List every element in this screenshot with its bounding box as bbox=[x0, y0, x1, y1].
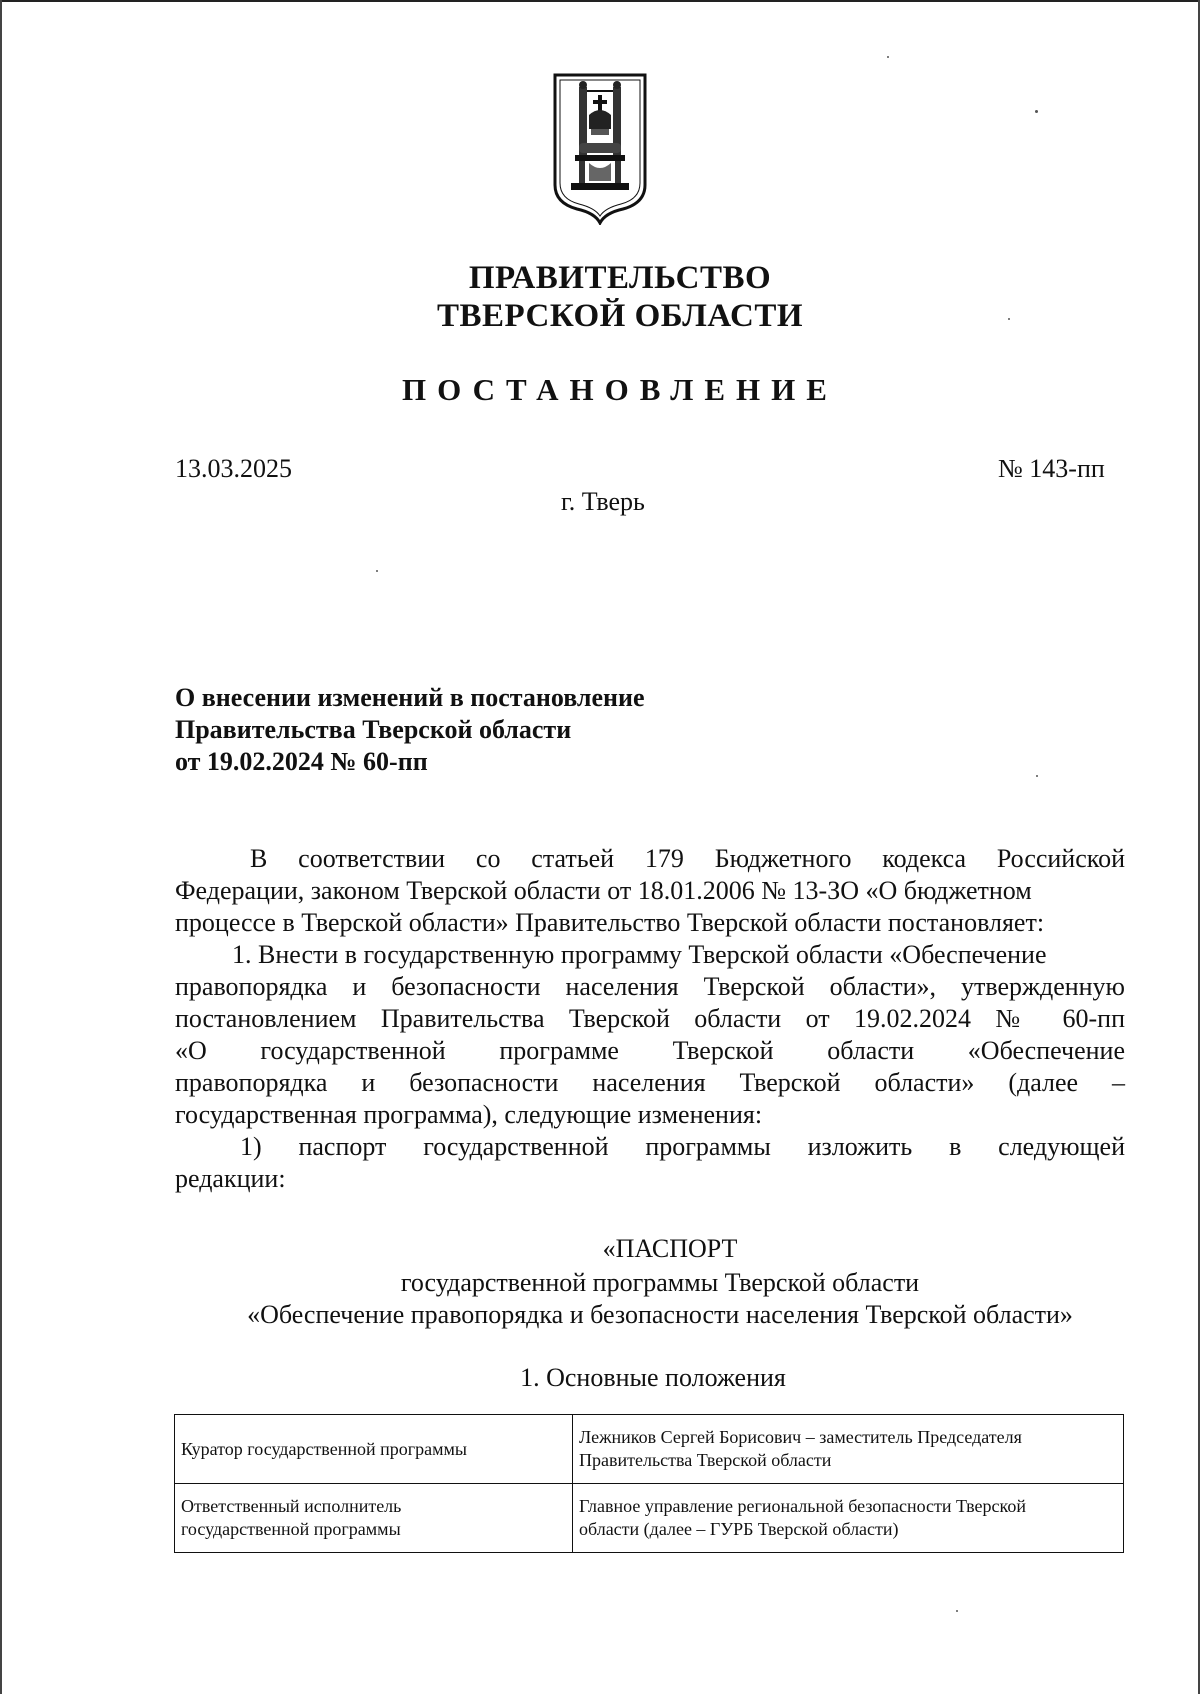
scan-speck bbox=[1035, 110, 1038, 113]
table-row bbox=[175, 1484, 1124, 1553]
passport-program-name: «Обеспечение правопорядка и безопасности населения Тверской области» bbox=[247, 1300, 1073, 1329]
scan-border-top bbox=[0, 0, 1200, 2]
section-title: 1. Основные положения bbox=[520, 1363, 786, 1392]
document-date: 13.03.2025 bbox=[175, 454, 292, 483]
cell-line: Лежников Сергей Борисович – заместитель Председателя bbox=[579, 1427, 1022, 1447]
cell-line: государственной программы bbox=[181, 1519, 401, 1539]
passport-title: «ПАСПОРТ bbox=[602, 1234, 738, 1263]
scan-border-left bbox=[0, 0, 2, 1694]
body-paragraph-line: В соответствии со статьей 179 Бюджетного кодекса Российской bbox=[250, 844, 1125, 873]
document-city: г. Тверь bbox=[561, 487, 645, 516]
organization-name-line1: ПРАВИТЕЛЬСТВО bbox=[468, 260, 772, 296]
scan-speck bbox=[956, 1610, 958, 1612]
organization-name-line2: ТВЕРСКОЙ ОБЛАСТИ bbox=[436, 298, 804, 334]
document-number: № 143-пп bbox=[998, 454, 1105, 483]
body-paragraph-line: правопорядка и безопасности населения Тверской области» (далее – bbox=[175, 1068, 1125, 1097]
table-cell-value bbox=[573, 1484, 1124, 1553]
document-type-title: ПОСТАНОВЛЕНИЕ bbox=[402, 372, 838, 407]
body-paragraph-line: 1. Внести в государственную программу Тверской области «Обеспечение bbox=[232, 940, 1047, 969]
passport-subtitle: государственной программы Тверской области bbox=[400, 1268, 920, 1297]
body-paragraph-line: редакции: bbox=[175, 1164, 286, 1193]
body-paragraph-line: 1) паспорт государственной программы изложить в следующей bbox=[240, 1132, 1125, 1161]
scan-speck bbox=[1008, 318, 1010, 320]
subject-line: О внесении изменений в постановление bbox=[175, 683, 645, 712]
scan-speck bbox=[376, 570, 378, 572]
cell-line: области (далее – ГУРБ Тверской области) bbox=[579, 1519, 899, 1539]
scan-speck bbox=[887, 56, 889, 58]
cell-line: Главное управление региональной безопасности Тверской bbox=[579, 1496, 1026, 1516]
body-paragraph-line: «О государственной программе Тверской области «Обеспечение bbox=[175, 1036, 1125, 1065]
body-paragraph-line: государственная программа), следующие изменения: bbox=[175, 1100, 763, 1129]
table-row bbox=[175, 1415, 1124, 1484]
table-cell-value bbox=[573, 1415, 1124, 1484]
cell-line: Ответственный исполнитель bbox=[181, 1496, 402, 1516]
scan-speck bbox=[1036, 775, 1038, 777]
subject-line: от 19.02.2024 № 60-пп bbox=[175, 747, 428, 776]
table-cell-key: Куратор государственной программы bbox=[175, 1415, 573, 1484]
coat-of-arms-emblem bbox=[553, 73, 647, 225]
body-paragraph-line: постановлением Правительства Тверской области от 19.02.2024 № 60-пп bbox=[175, 1004, 1125, 1033]
cell-line: Правительства Тверской области bbox=[579, 1450, 832, 1470]
table-cell-key bbox=[175, 1484, 573, 1553]
document-subject bbox=[175, 682, 645, 778]
subject-line: Правительства Тверской области bbox=[175, 715, 572, 744]
body-paragraph-line: Федерации, законом Тверской области от 18.01.2006 № 13-ЗО «О бюджетном bbox=[175, 876, 1032, 905]
basic-provisions-table bbox=[174, 1414, 1124, 1553]
body-paragraph-line: правопорядка и безопасности населения Тверской области», утвержденную bbox=[175, 972, 1125, 1001]
body-paragraph-line: процессе в Тверской области» Правительство Тверской области постановляет: bbox=[175, 908, 1045, 937]
document-body bbox=[175, 843, 1125, 1195]
